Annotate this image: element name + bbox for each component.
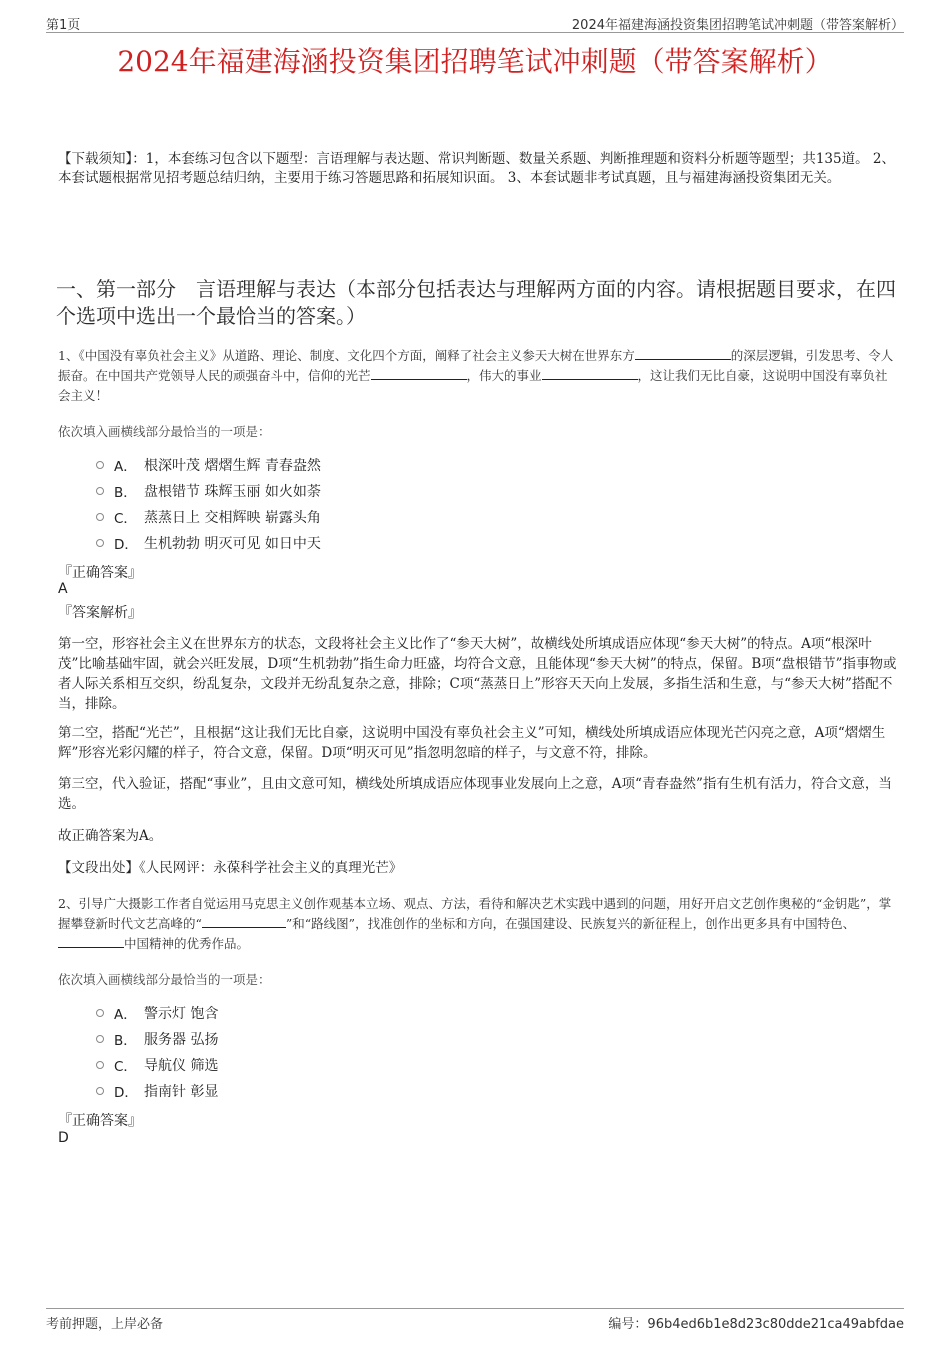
fill-blank [542,367,638,380]
radio-icon[interactable] [96,513,104,521]
option-b[interactable]: B． 服务器 弘扬 [96,1026,218,1052]
footer-slogan: 考前押题，上岸必备 [46,1317,164,1332]
q2-text-part: 2、引导广大摄影工作者自觉运用马克思主义创作观基本立场、观点、方法，看待和解决艺术实践中遇到的问题，用好开启文艺创作奥秘的“金钥匙”，掌握攀登新时代文艺高峰的“ [58,896,892,931]
question-2-text [58,894,898,954]
option-c[interactable]: C． 导航仪 筛选 [96,1052,218,1078]
q2-text-part: ”和“路线图”，找准创作的坐标和方向，在强国建设、民族复兴的新征程上，创作出更多具有中国特色、 [285,916,856,931]
radio-icon[interactable] [96,1061,104,1069]
q1-text-part: ，伟大的事业 [466,368,542,383]
option-c[interactable]: C． 蒸蒸日上 交相辉映 崭露头角 [96,504,321,530]
option-a[interactable]: A． 根深叶茂 熠熠生辉 青春盎然 [96,452,321,478]
q1-text-part: 的深层逻辑，引发思考、令人振奋。在中国共产党领导人民的顽强奋斗中，信仰的光芒 [58,348,894,383]
page-title: 2024年福建海涵投资集团招聘笔试冲刺题（带答案解析） [117,45,833,78]
page-number: 第1页 [46,18,81,33]
analysis-paragraph-2: 第二空，搭配“光芒”，且根据“这让我们无比自豪，这说明中国没有辜负社会主义”可知，横线处所填成语应体现光芒闪亮之意，A项“熠熠生辉”形容光彩闪耀的样子，符合文意，保留。D项“明灭可见”指忽明忽暗的样子，与文意不符，排除。 [58,725,886,761]
fill-blank [371,367,467,380]
download-notice: 【下载须知】：1，本套练习包含以下题型：言语理解与表达题、常识判断题、数量关系题、判断推理题和资料分析题等题型；共135道。 2、本套试题根据常见招考题总结归纳，主要用于练习答题思路和拓展知识面。 3、本套试题非考试真题，且与福建海涵投资集团无关。 [58,151,895,186]
radio-icon[interactable] [96,1009,104,1017]
option-b[interactable]: B． 盘根错节 珠辉玉丽 如火如荼 [96,478,321,504]
source-citation: 【文段出处】《人民网评：永葆科学社会主义的真理光芒》 [58,860,403,876]
analysis-paragraph-1: 第一空，形容社会主义在世界东方的状态，文段将社会主义比作了“参天大树”，故横线处所填成语应体现“参天大树”的特点。A项“根深叶茂”比喻基础牢固，就会兴旺发展，D项“生机勃勃”指生命力旺盛，均符合文意，且能体现“参天大树”的特点，保留。B项“盘根错节”指事物或者人际关系相互交织，纷乱复杂，文段并无纷乱复杂之意，排除；C项“蒸蒸日上”形容天天向上发展，多指生活和生意，与“参天大树”搭配不当，排除。 [58,636,897,712]
option-a[interactable]: A． 警示灯 饱含 [96,1000,218,1026]
answer-label: 『正确答案』 [58,1113,142,1129]
radio-icon[interactable] [96,487,104,495]
fill-blank [202,915,286,928]
analysis-conclusion: 故正确答案为A。 [58,828,163,844]
document-id: 编号：96b4ed6b1e8d23c80dde21ca49abfdae [608,1317,904,1332]
q1-text-part: 1、《中国没有辜负社会主义》从道路、理论、制度、文化四个方面，阐释了社会主义参天大树在世界东方 [58,348,635,363]
question-1-options [96,452,321,556]
answer-label: 『正确答案』 [58,565,142,581]
option-d[interactable]: D． 指南针 彰显 [96,1078,218,1104]
radio-icon[interactable] [96,1087,104,1095]
question-1-text [58,346,898,406]
radio-icon[interactable] [96,539,104,547]
option-d[interactable]: D． 生机勃勃 明灭可见 如日中天 [96,530,321,556]
page-footer [46,1308,904,1332]
correct-answer: D [58,1130,69,1146]
fill-blank [635,347,731,360]
radio-icon[interactable] [96,461,104,469]
correct-answer: A [58,581,68,597]
analysis-paragraph-3: 第三空，代入验证，搭配“事业”，且由文意可知，横线处所填成语应体现事业发展向上之意，A项“青春盎然”指有生机有活力，符合文意，当选。 [58,776,892,812]
q1-text-part: ，这让我们无比自豪，这说明中国没有辜负社会主义！ [58,368,888,403]
radio-icon[interactable] [96,1035,104,1043]
analysis-label: 『答案解析』 [58,605,142,621]
header-doc-title: 2024年福建海涵投资集团招聘笔试冲刺题（带答案解析） [571,18,904,33]
fill-blank [58,935,124,948]
question-1-prompt: 依次填入画横线部分最恰当的一项是： [58,424,271,439]
section-heading: 一、第一部分 言语理解与表达（本部分包括表达与理解两方面的内容。请根据题目要求，在四个选项中选出一个最恰当的答案。） [56,277,896,328]
q2-text-part: 中国精神的优秀作品。 [124,936,250,951]
question-2-options [96,1000,218,1104]
question-2-prompt: 依次填入画横线部分最恰当的一项是： [58,972,271,987]
page-header [46,14,904,33]
